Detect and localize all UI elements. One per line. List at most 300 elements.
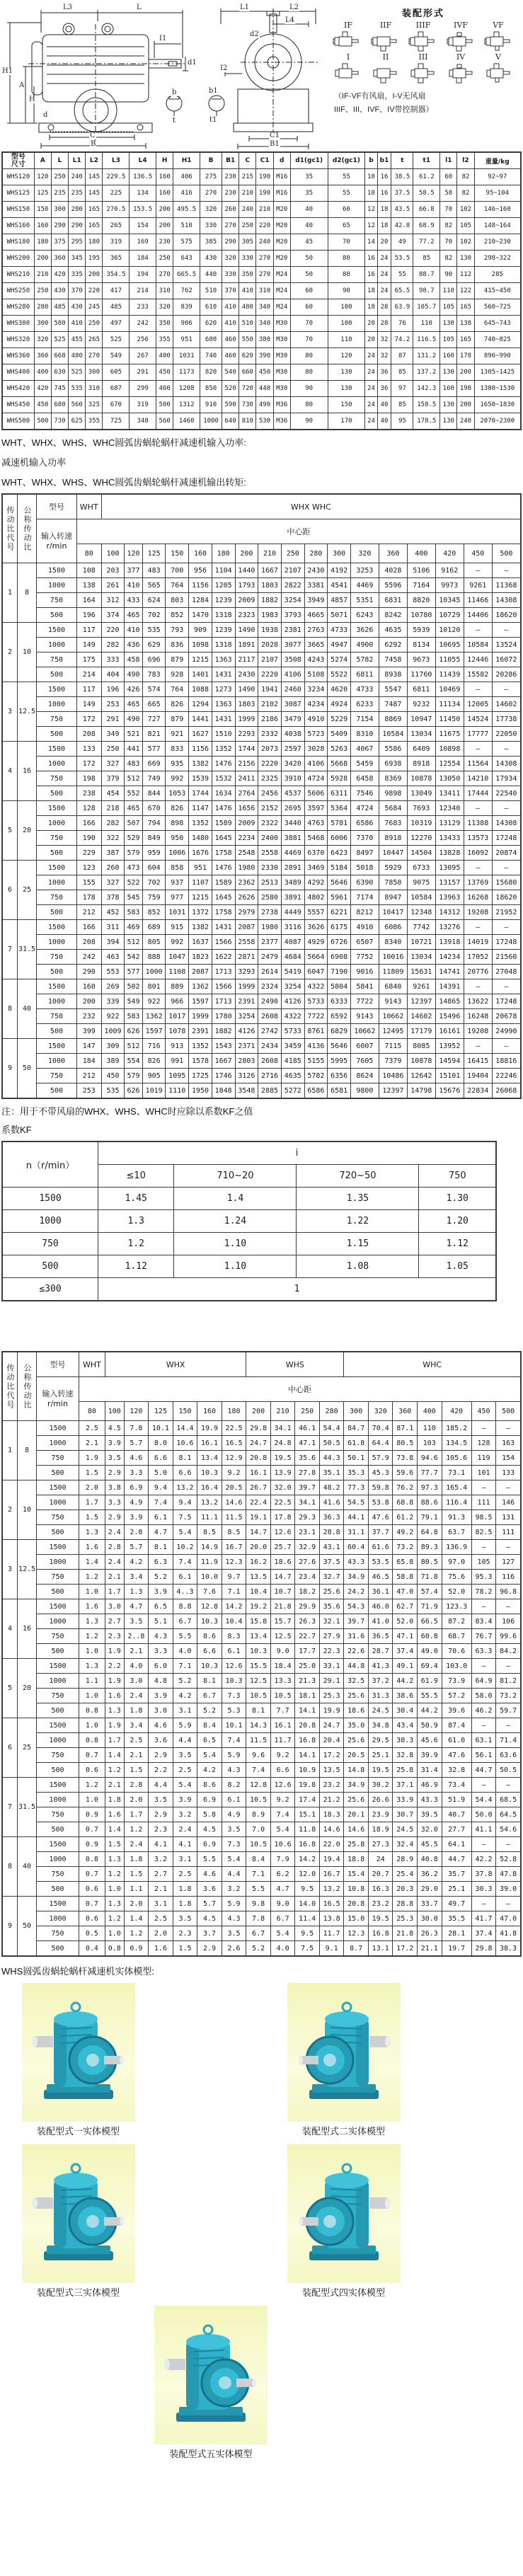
value-cell: 0.7 (79, 1867, 105, 1882)
dim-value-cell: 410 (69, 316, 86, 332)
value-cell: 5733 (281, 1024, 304, 1039)
value-cell: 7.5 (173, 1510, 197, 1525)
dim-value-cell: 280 (34, 299, 51, 316)
value-cell: 1725 (189, 1069, 212, 1083)
dim-label-B: B (91, 140, 96, 148)
value-cell: 1.4 (79, 1555, 105, 1570)
dim-value-cell: 240 (239, 202, 256, 218)
value-cell: 61.0 (442, 1733, 471, 1748)
dim-value-cell: 154 (130, 218, 156, 234)
dim-value-cell: 229.5 (103, 169, 130, 185)
dim-value-cell: 12 (365, 202, 377, 218)
value-cell: 14210 (464, 771, 492, 786)
ratio-code-cell: 6 (2, 1718, 18, 1778)
value-cell: 3626 (304, 920, 328, 935)
dim-value-cell: 839 (173, 299, 200, 316)
value-cell: 2.0 (149, 1926, 173, 1941)
value-cell: 212 (76, 905, 101, 920)
value-cell: 394 (101, 935, 125, 950)
value-cell: 17738 (492, 712, 521, 727)
value-cell: 913 (166, 1039, 189, 1054)
power-table-mount (0, 1351, 523, 1957)
value-cell: 16.5 (319, 1897, 344, 1911)
value-cell: 35.6 (319, 1599, 344, 1614)
dim-value-cell: 35 (290, 169, 328, 185)
value-cell: 19.9 (319, 1703, 344, 1718)
value-cell: 14594 (435, 1054, 464, 1069)
value-cell: 30.3 (471, 1882, 496, 1897)
dim-value-cell: 88.7 (413, 267, 440, 283)
value-cell: 2885 (258, 1083, 282, 1099)
assembly-form-label: IF (344, 21, 352, 30)
nominal-ratio-cell: 40 (18, 979, 37, 1039)
value-cell: 1009 (101, 1024, 125, 1039)
dim-value-cell: 45 (290, 234, 328, 251)
value-cell: 66.5 (418, 1614, 442, 1629)
value-cell: 1983 (258, 608, 282, 623)
dim-value-cell: 720 (239, 381, 256, 397)
value-cell: 1104 (212, 563, 235, 578)
value-cell: 24 (368, 1852, 393, 1867)
value-cell: 7164 (407, 578, 435, 593)
dim-value-cell: 210 (34, 267, 51, 283)
dim-value-cell: 60 (290, 283, 328, 299)
value-cell: 9.7 (222, 1570, 246, 1585)
value-cell: 490 (125, 712, 142, 727)
value-cell: 2323 (235, 608, 258, 623)
dim-value-cell: 125 (34, 185, 51, 202)
value-cell: 39.6 (442, 1703, 471, 1718)
value-cell: 11.8 (295, 1822, 320, 1837)
value-cell: 1758 (212, 905, 235, 920)
dim-value-cell: 290 (69, 218, 86, 234)
value-cell: 25.6 (344, 1793, 369, 1807)
speed-cell: 500 (37, 727, 77, 742)
value-cell: 1.2 (105, 1763, 124, 1778)
value-cell: 6.6 (197, 1644, 222, 1659)
value-cell: 88.6 (418, 1495, 442, 1510)
speed-cell: 750 (37, 1629, 79, 1644)
dim-value-cell: 300 (34, 316, 51, 332)
value-cell: 8.7 (344, 1941, 369, 1957)
value-cell: 5.2 (197, 1703, 222, 1718)
value-cell: 2430 (235, 667, 258, 682)
dim-value-cell: 102 (457, 234, 474, 251)
value-cell: 1.8 (105, 1793, 124, 1807)
value-cell: 2107 (258, 652, 282, 667)
speed-cell: 1000 (37, 1614, 79, 1629)
value-cell: 3234 (304, 682, 328, 697)
value-cell: 1.6 (79, 1540, 105, 1555)
value-cell: 574 (142, 682, 166, 697)
power-table-data-row (2, 1421, 521, 1436)
value-cell: 7154 (350, 712, 379, 727)
value-cell: 49.7 (442, 1897, 471, 1911)
value-cell: 40.8 (418, 1852, 442, 1867)
value-cell: 7190 (328, 965, 351, 979)
value-cell: 31.6 (344, 1629, 369, 1644)
dim-value-cell: M20 (273, 234, 290, 251)
dim-value-cell: 130 (328, 364, 365, 381)
value-cell: 4684 (281, 950, 304, 965)
value-cell: 29.5 (368, 1733, 393, 1748)
value-cell: 821 (142, 727, 166, 742)
value-cell: 1362 (189, 979, 212, 994)
value-cell: 2362 (235, 875, 258, 890)
assembly-note-line2: IIIF、III、IVF、IV带控制器） (334, 105, 434, 114)
value-cell: 0.9 (79, 1837, 105, 1852)
value-cell: 138 (76, 578, 101, 593)
value-cell: 1273 (212, 682, 235, 697)
value-cell: 13622 (464, 994, 492, 1009)
value-cell: 10469 (435, 682, 464, 697)
input-speed-header (37, 1377, 79, 1421)
kf-speed-cell: 1000 (2, 1210, 98, 1233)
value-cell: 282 (101, 816, 125, 831)
power-table-data-row (2, 1897, 521, 1911)
value-cell: 1.5 (79, 1510, 105, 1525)
power-table-data-row (2, 1585, 521, 1599)
value-cell: 1637 (189, 935, 212, 950)
value-cell: 48.2 (319, 1480, 344, 1495)
dim-value-cell: 1000 (200, 413, 222, 430)
dim-value-cell: 510 (239, 316, 256, 332)
dim-label-L2: L2 (289, 4, 299, 11)
value-cell: 879 (166, 652, 189, 667)
assembly-form-label: IIF (379, 21, 392, 30)
value-cell: 8.8 (173, 1599, 197, 1614)
nominal-ratio-cell: 8 (18, 1421, 37, 1480)
value-cell: 2.9 (149, 1748, 173, 1763)
value-cell: 111 (496, 1525, 521, 1540)
power-table-data-row (2, 1629, 521, 1644)
dim-value-cell: 1380~1530 (474, 381, 521, 397)
value-cell: 149 (76, 638, 101, 652)
dim-value-cell: 131.2 (413, 348, 440, 364)
ratio-code-cell: 3 (2, 1540, 18, 1599)
dim-value-cell: 214 (130, 283, 156, 299)
dim-value-cell: 43.5 (391, 202, 413, 218)
value-cell: 163 (496, 1436, 521, 1451)
dim-value-cell: 951 (173, 332, 200, 348)
dim-value-cell: 235 (69, 185, 86, 202)
nominal-ratio-cell: 31.5 (18, 1778, 37, 1837)
dim-value-cell: 10 (365, 185, 377, 202)
value-cell: 61.9 (418, 1674, 442, 1689)
value-cell: 103 (418, 1436, 442, 1451)
value-cell: 583 (125, 905, 142, 920)
value-cell: 6086 (379, 920, 407, 935)
value-cell: 25.8 (393, 1763, 418, 1778)
value-cell: 7.3 (222, 1689, 246, 1703)
value-cell: 665 (142, 697, 166, 712)
assembly-title: 装配形式 (401, 8, 444, 18)
dim-value-cell: 85 (391, 397, 413, 413)
value-cell: — (464, 920, 492, 935)
value-cell: 64.5 (496, 1807, 521, 1822)
nominal-ratio-header: 公称传动比 (18, 494, 37, 563)
value-cell: 57.4 (418, 1585, 442, 1599)
value-cell: 13034 (407, 727, 435, 742)
dim-value-cell: 158.5 (413, 397, 440, 413)
dim-value-cell: 100 (328, 299, 365, 316)
speed-cell: 1000 (37, 1852, 79, 1867)
value-cell: 5272 (281, 1083, 304, 1099)
value-cell: 12554 (435, 757, 464, 771)
dim-value-cell: 417 (103, 283, 130, 299)
value-cell: 1382 (189, 757, 212, 771)
value-cell: 0.8 (79, 1852, 105, 1867)
value-cell: 1645 (212, 831, 235, 846)
dim-value-cell: 460 (156, 381, 173, 397)
value-cell: 32.1 (319, 1614, 344, 1629)
dim-value-cell: 220 (256, 218, 273, 234)
value-cell: — (464, 742, 492, 757)
dim-value-cell: 525 (51, 332, 68, 348)
value-cell: 260 (101, 861, 125, 875)
value-cell: 2..8 (124, 1629, 149, 1644)
value-cell: 212 (76, 1069, 101, 1083)
value-cell: 18816 (492, 1054, 521, 1069)
value-cell: 15582 (464, 667, 492, 682)
value-cell: 1746 (212, 1069, 235, 1083)
model-photos (20, 1983, 402, 2460)
value-cell: 73.8 (393, 1451, 418, 1466)
dim-value-cell: 265 (86, 332, 103, 348)
value-cell: 16.7 (222, 1540, 246, 1555)
dim-value-cell: 63.9 (391, 299, 413, 316)
value-cell: 154 (496, 1451, 521, 1466)
value-cell: 149 (76, 697, 101, 712)
value-cell: 10.1 (222, 1718, 246, 1733)
value-cell: 3.2 (222, 1882, 246, 1897)
dim-value-cell: 810 (239, 413, 256, 430)
value-cell: 6908 (328, 950, 351, 965)
value-cell: 2763 (304, 623, 328, 638)
value-cell: 8085 (407, 1039, 435, 1054)
value-cell: 6.5 (149, 1599, 173, 1614)
value-cell: 2513 (258, 875, 282, 890)
torque-table-data-row (2, 935, 521, 950)
value-cell: 6831 (379, 593, 407, 608)
value-cell: 25.4 (393, 1867, 418, 1882)
value-cell: 399 (76, 1024, 101, 1039)
value-cell: 10721 (407, 935, 435, 950)
value-cell: 8369 (379, 771, 407, 786)
value-cell: 450 (101, 1069, 125, 1083)
dim-label-C: C (90, 132, 96, 139)
value-cell: 992 (166, 771, 189, 786)
speed-cell: 750 (37, 950, 77, 965)
power-table-data-row (2, 1570, 521, 1585)
model-cell: WHS125 (2, 185, 34, 202)
value-cell: 956 (189, 563, 212, 578)
speed-cell: 500 (37, 1525, 79, 1540)
value-cell: 10.3 (197, 1614, 222, 1629)
kf-last-row (2, 1278, 496, 1301)
model-cell: WHS500 (2, 413, 34, 430)
value-cell: 8.9 (246, 1807, 271, 1822)
value-cell: 5.2 (149, 1570, 173, 1585)
value-cell: 13.8 (319, 1911, 344, 1926)
value-cell: — (496, 1540, 521, 1555)
dim-value-cell: 90 (328, 283, 365, 299)
value-cell: 13.2 (319, 1882, 344, 1897)
value-cell: 83.4 (471, 1614, 496, 1629)
value-cell: 13433 (435, 831, 464, 846)
speed-cell: 1000 (37, 816, 77, 831)
dim-table-row (2, 267, 521, 283)
value-cell: 2156 (235, 757, 258, 771)
dim-corner-line: 尺寸 (11, 161, 25, 168)
value-cell: 922 (142, 994, 166, 1009)
value-cell: 16072 (492, 652, 521, 667)
dim-label-I2: I2 (220, 64, 228, 72)
value-cell: 47.8 (496, 1867, 521, 1882)
value-cell: 13573 (464, 831, 492, 846)
dim-value-cell: 18 (377, 218, 391, 234)
speed-cell: 1500 (37, 1718, 79, 1733)
value-cell: 49.2 (393, 1525, 418, 1540)
value-cell: 23.2 (319, 1778, 344, 1793)
value-cell: 577 (125, 965, 142, 979)
dim-value-cell: 580 (51, 316, 68, 332)
torque-table-data-row (2, 979, 521, 994)
value-cell: 6592 (328, 1009, 351, 1024)
value-cell: — (471, 1718, 496, 1733)
value-cell: 10947 (407, 712, 435, 727)
value-cell: 21560 (492, 950, 521, 965)
dim-value-cell: 60 (290, 299, 328, 316)
dim-label-b1: b1 (209, 87, 218, 95)
value-cell: 15.1 (295, 1807, 320, 1822)
value-cell: 3459 (281, 1039, 304, 1054)
value-cell: 31.1 (344, 1525, 369, 1540)
value-cell: 3949 (304, 593, 328, 608)
value-cell: 16.2 (246, 1555, 271, 1570)
value-cell: 0.9 (79, 1807, 105, 1822)
dim-value-cell: 20 (365, 332, 377, 348)
value-cell: 2087 (189, 965, 212, 979)
value-cell: 7370 (350, 831, 379, 846)
power-table-data-row (2, 1659, 521, 1674)
power-table-data-row (2, 1822, 521, 1837)
dim-value-cell: 390 (256, 348, 273, 364)
value-cell: 11760 (407, 667, 435, 682)
dim-table-row (2, 185, 521, 202)
value-cell: 47.0 (496, 1911, 521, 1926)
torque-table-data-row (2, 638, 521, 652)
dim-value-cell: 70 (290, 316, 328, 332)
dim-label-t1: t1 (209, 116, 217, 124)
input-speed-label: 输入转速 (40, 531, 72, 541)
value-cell: 6829 (328, 1024, 351, 1039)
value-cell: 40.7 (442, 1807, 471, 1822)
value-cell: 19404 (464, 1069, 492, 1083)
dim-label-d1: d1 (188, 59, 197, 67)
value-cell: 1539 (189, 771, 212, 786)
value-cell: 465 (125, 608, 142, 623)
value-cell: 21.8 (270, 1599, 295, 1614)
value-cell: 3.5 (173, 1748, 197, 1763)
value-cell: 783 (142, 667, 166, 682)
value-cell: 1239 (212, 593, 235, 608)
value-cell: 37.1 (393, 1778, 418, 1793)
series-header: WHS (246, 1352, 344, 1377)
dim-col-header: A (34, 152, 51, 169)
torque-table-data-row (2, 563, 521, 578)
value-cell: 4.5 (197, 1822, 222, 1837)
value-cell: 2.9 (149, 1807, 173, 1822)
value-cell: 14391 (435, 979, 464, 994)
speed-cell: 1500 (37, 920, 77, 935)
value-cell: 0.7 (79, 1822, 105, 1837)
power-table-data-row (2, 1926, 521, 1941)
dim-value-cell: 1650~1830 (474, 397, 521, 413)
value-cell: 1.2 (124, 1926, 149, 1941)
value-cell: 333 (101, 652, 125, 667)
value-cell: 1156 (189, 742, 212, 757)
value-cell: 41.6 (319, 1495, 344, 1510)
value-cell: 6811 (350, 667, 379, 682)
value-cell: 554 (125, 1054, 142, 1069)
center-distance-value: 100 (105, 1402, 124, 1421)
value-cell: 1.3 (124, 1585, 149, 1599)
value-cell: 14308 (492, 816, 521, 831)
dim-value-cell: 95 (391, 413, 413, 430)
value-cell: 805 (142, 935, 166, 950)
value-cell: 3.1 (173, 1703, 197, 1718)
torque-table (1, 493, 522, 1099)
value-cell: 18.8 (344, 1852, 369, 1867)
dim-value-cell: 740 (200, 348, 222, 364)
value-cell: 17777 (464, 727, 492, 742)
dimension-drawing (0, 3, 327, 150)
speed-cell: 750 (37, 712, 77, 727)
dim-value-cell: M36 (273, 397, 290, 413)
dim-col-header: d1(gc1) (290, 152, 328, 169)
value-cell: 203 (101, 563, 125, 578)
speed-cell: 1500 (37, 1778, 79, 1793)
dim-value-cell: 235 (51, 185, 68, 202)
value-cell: 57.9 (368, 1451, 393, 1466)
dim-label-L1: L1 (240, 4, 250, 11)
value-cell: 1.5 (79, 1466, 105, 1480)
value-cell: 98.5 (471, 1510, 496, 1525)
series-header: WHT (76, 494, 101, 519)
value-cell: — (471, 1540, 496, 1555)
kf-i-header: i (98, 1142, 497, 1165)
value-cell: 11134 (435, 697, 464, 712)
value-cell: 46.0 (368, 1599, 393, 1614)
value-cell: 5468 (304, 831, 328, 846)
value-cell: 5939 (407, 623, 435, 638)
dim-value-cell: 270 (256, 267, 273, 283)
value-cell: 12446 (464, 652, 492, 667)
assembly-form-label: IIIF (415, 21, 431, 30)
value-cell: 2322 (258, 816, 282, 831)
value-cell: 888 (142, 950, 166, 965)
value-cell: 37.4 (393, 1644, 418, 1659)
value-cell: 62.7 (393, 1599, 418, 1614)
dim-value-cell: 500 (156, 397, 173, 413)
value-cell: 6507 (350, 935, 379, 950)
dim-value-cell: 40 (377, 397, 391, 413)
dim-value-cell: 40 (290, 202, 328, 218)
value-cell: 17.2 (319, 1748, 344, 1763)
value-cell: 28.8 (393, 1897, 418, 1911)
value-cell: 6581 (328, 1083, 351, 1099)
